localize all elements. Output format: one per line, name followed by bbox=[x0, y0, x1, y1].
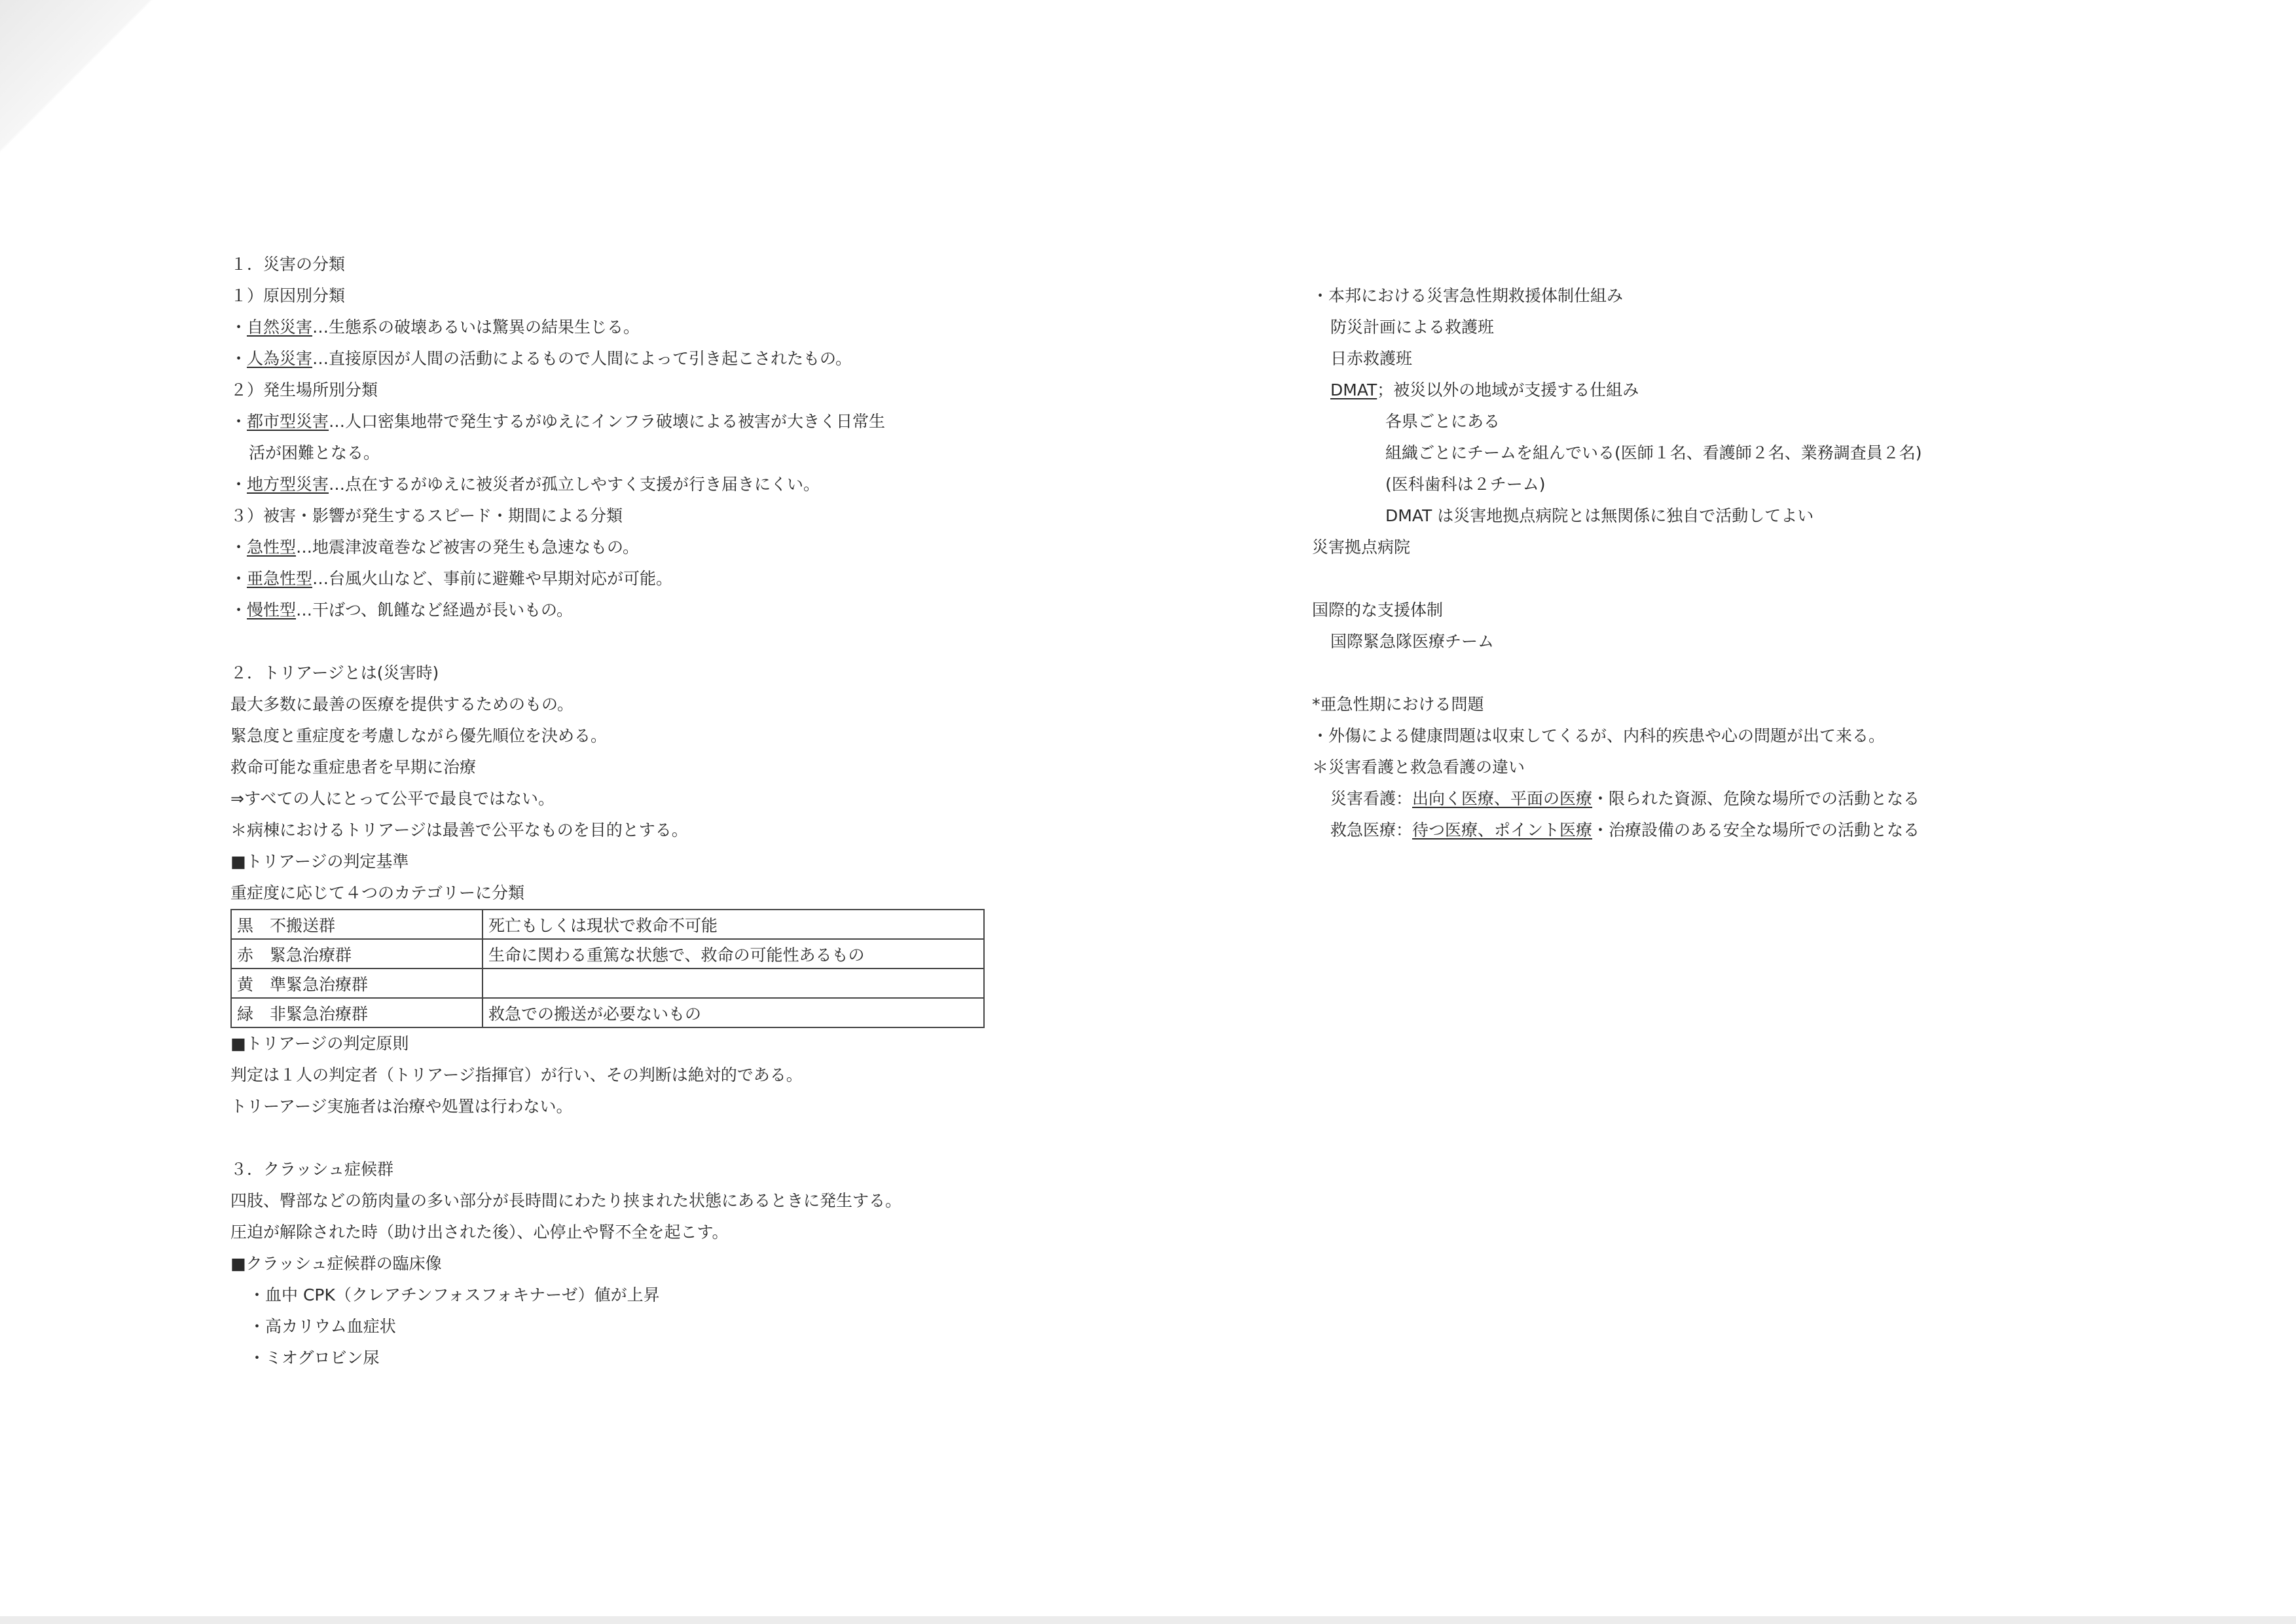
disaster-nursing-desc: ・限られた資源、危険な場所での活動となる bbox=[1592, 789, 1920, 808]
triage-category: 赤 緊急治療群 bbox=[231, 939, 483, 969]
item-chronic: ・慢性型…干ばつ、飢饉など経過が長いもの。 bbox=[230, 600, 574, 619]
table-row bbox=[231, 939, 984, 969]
item-rural-disaster: ・地方型災害…点在するがゆえに被災者が孤立しやすく支援が行き届きにくい。 bbox=[230, 475, 820, 494]
term-dmat: DMAT bbox=[1330, 380, 1377, 399]
dmat-detail-3: (医科歯科は２チーム) bbox=[1385, 475, 1546, 494]
emergency-medicine-line bbox=[1312, 815, 2098, 846]
item-human-disaster: ・人為災害…直接原因が人間の活動によるもので人間によって引き起こされたもの。 bbox=[230, 349, 852, 368]
triage-line-5: ＊病棟におけるトリアージは最善で公平なものを目的とする。 bbox=[230, 821, 688, 840]
triage-line-4: ⇒すべての人にとって公平で最良ではない。 bbox=[230, 789, 555, 808]
desc-acute: …地震津波竜巻など被害の発生も急速なもの。 bbox=[296, 538, 640, 557]
dmat-detail-4: DMAT は災害地拠点病院とは無関係に独自で活動してよい bbox=[1385, 506, 1814, 525]
dmat-detail-1: 各県ごとにある bbox=[1385, 412, 1501, 431]
triage-description: 生命に関わる重篤な状態で、救命の可能性あるもの bbox=[483, 939, 984, 969]
crush-clinical-heading: ■クラッシュ症候群の臨床像 bbox=[230, 1254, 442, 1273]
spacer bbox=[1312, 563, 2098, 595]
term-urban-disaster: 都市型災害 bbox=[247, 412, 329, 431]
scan-bottom-edge bbox=[0, 1616, 2296, 1624]
triage-principle-2: トリーアージ実施者は治療や処置は行わない。 bbox=[230, 1097, 573, 1116]
disaster-nursing-label: 災害看護： bbox=[1330, 789, 1413, 808]
triage-description bbox=[483, 969, 984, 998]
dmat-line bbox=[1312, 375, 2098, 406]
triage-line-1: 最大多数に最善の医療を提供するためのもの。 bbox=[230, 695, 574, 714]
subsection-speed: ３）被害・影響が発生するスピード・期間による分類 bbox=[230, 506, 623, 525]
emergency-medicine-label: 救急医療： bbox=[1330, 821, 1413, 840]
item-natural-disaster: ・自然災害…生態系の破壊あるいは驚異の結果生じる。 bbox=[230, 318, 640, 337]
triage-description: 死亡もしくは現状で救命不可能 bbox=[483, 910, 984, 939]
table-row bbox=[231, 998, 984, 1027]
international-medical-team: 国際緊急隊医療チーム bbox=[1330, 632, 1495, 651]
subsection-location: ２）発生場所別分類 bbox=[230, 380, 378, 399]
spacer bbox=[230, 1122, 990, 1154]
japan-system-heading: ・本邦における災害急性期救援体制仕組み bbox=[1312, 286, 1624, 305]
desc-dmat: ；被災以外の地域が支援する仕組み bbox=[1377, 380, 1639, 399]
triage-criteria-heading: ■トリアージの判定基準 bbox=[230, 852, 409, 871]
triage-category: 黒 不搬送群 bbox=[231, 910, 483, 939]
term-subacute: 亜急性型 bbox=[247, 569, 313, 588]
crush-clinical-3: ・ミオグロビン尿 bbox=[249, 1348, 380, 1367]
term-human-disaster: 人為災害 bbox=[247, 349, 313, 368]
spacer bbox=[230, 626, 990, 657]
desc-urban-disaster-cont: 活が困難となる。 bbox=[249, 443, 380, 462]
triage-category: 緑 非緊急治療群 bbox=[231, 998, 483, 1027]
table-row bbox=[231, 910, 984, 939]
term-acute: 急性型 bbox=[247, 538, 297, 557]
triage-line-2: 緊急度と重症度を考慮しながら優先順位を決める。 bbox=[230, 726, 608, 745]
dmat-detail-2: 組織ごとにチームを組んでいる(医師１名、看護師２名、業務調査員２名) bbox=[1385, 443, 1922, 462]
section-1-title: １．災害の分類 bbox=[230, 255, 346, 274]
desc-human-disaster: …直接原因が人間の活動によるもので人間によって引き起こされたもの。 bbox=[312, 349, 852, 368]
term-chronic: 慢性型 bbox=[247, 600, 297, 619]
term-natural-disaster: 自然災害 bbox=[247, 318, 313, 337]
desc-subacute: …台風火山など、事前に避難や早期対応が可能。 bbox=[312, 569, 673, 588]
subsection-cause: １）原因別分類 bbox=[230, 286, 346, 305]
desc-chronic: …干ばつ、飢饉など経過が長いもの。 bbox=[296, 600, 574, 619]
crush-line-1: 四肢、臀部などの筋肉量の多い部分が長時間にわたり挟まれた状態にあるときに発生する。 bbox=[230, 1191, 902, 1210]
item-urban-disaster: ・都市型災害…人口密集地帯で発生するがゆえにインフラ破壊による被害が大きく日常生 bbox=[230, 412, 886, 431]
subacute-problem-desc: ・外傷による健康問題は収束してくるが、内科的疾患や心の問題が出て来る。 bbox=[1312, 726, 1886, 745]
section-2-title: ２．トリアージとは(災害時) bbox=[230, 663, 439, 682]
crush-line-2: 圧迫が解除された時（助け出された後）、心停止や腎不全を起こす。 bbox=[230, 1223, 729, 1242]
spacer bbox=[1312, 657, 2098, 689]
desc-urban-disaster: …人口密集地帯で発生するがゆえにインフラ破壊による被害が大きく日常生 bbox=[329, 412, 886, 431]
triage-table bbox=[230, 909, 985, 1028]
emergency-medicine-term: 待つ医療、ポイント医療 bbox=[1412, 821, 1593, 840]
item-acute: ・急性型…地震津波竜巻など被害の発生も急速なもの。 bbox=[230, 538, 640, 557]
table-row bbox=[231, 969, 984, 998]
emergency-medicine-desc: ・治療設備のある安全な場所での活動となる bbox=[1592, 821, 1920, 840]
triage-criteria-desc: 重症度に応じて４つのカテゴリーに分類 bbox=[230, 883, 525, 902]
triage-category: 黄 準緊急治療群 bbox=[231, 969, 483, 998]
triage-principle-1: 判定は１人の判定者（トリアージ指揮官）が行い、その判断は絶対的である。 bbox=[230, 1065, 803, 1084]
crush-clinical-1: ・血中 CPK（クレアチンフォスフォキナーゼ）値が上昇 bbox=[249, 1285, 660, 1304]
section-3-title: ３．クラッシュ症候群 bbox=[230, 1160, 394, 1179]
page-corner-fold bbox=[0, 0, 196, 196]
crush-clinical-2: ・高カリウム血症状 bbox=[249, 1317, 396, 1336]
international-support-heading: 国際的な支援体制 bbox=[1312, 600, 1444, 619]
term-rural-disaster: 地方型災害 bbox=[247, 475, 329, 494]
disaster-base-hospital: 災害拠点病院 bbox=[1312, 538, 1411, 557]
disaster-plan-relief: 防災計画による救護班 bbox=[1330, 318, 1495, 337]
disaster-nursing-line bbox=[1312, 783, 2098, 815]
triage-line-3: 救命可能な重症患者を早期に治療 bbox=[230, 758, 477, 777]
right-column bbox=[1312, 280, 2098, 846]
item-subacute: ・亜急性型…台風火山など、事前に避難や早期対応が可能。 bbox=[230, 569, 673, 588]
desc-rural-disaster: …点在するがゆえに被災者が孤立しやすく支援が行き届きにくい。 bbox=[329, 475, 820, 494]
disaster-nursing-term: 出向く医療、平面の医療 bbox=[1412, 789, 1593, 808]
desc-natural-disaster: …生態系の破壊あるいは驚異の結果生じる。 bbox=[312, 318, 640, 337]
left-column bbox=[230, 249, 990, 1374]
triage-description: 救急での搬送が必要ないもの bbox=[483, 998, 984, 1027]
nursing-difference-heading: ＊災害看護と救急看護の違い bbox=[1312, 758, 1525, 777]
triage-principle-heading: ■トリアージの判定原則 bbox=[230, 1034, 409, 1053]
subacute-problem-heading: *亜急性期における問題 bbox=[1312, 695, 1484, 714]
red-cross-relief: 日赤救護班 bbox=[1330, 349, 1413, 368]
